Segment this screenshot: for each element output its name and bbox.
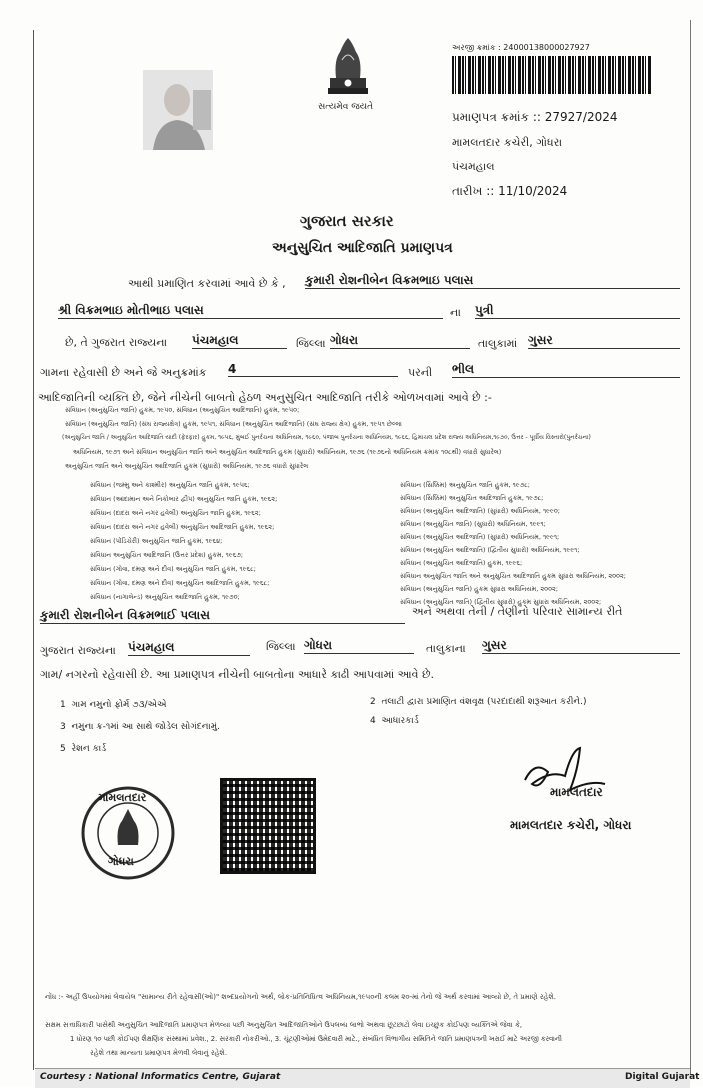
village-text: ગામ/ નગરનો રહેવાસી છે. આ પ્રમાણપત્ર નીચેની બાબતોના આધારે કાઢી આપવામાં આવે છે. <box>40 668 435 681</box>
taluka-label: તાલુકામાં <box>478 337 518 350</box>
order-right: સંવિધાન (સિક્કિમ) અનુસુચિત જાતિ હુકમ, ૧૯૭૮; <box>400 481 530 489</box>
order-left: સંવિધાન (ગોવા, દમણ અને દીવ) અનુસુચિત આદિજાતિ હુકમ, ૧૯૬૮; <box>90 579 270 587</box>
relation: પુત્રી <box>475 303 680 319</box>
district-value: પંચમહાલ <box>192 333 287 349</box>
signatory-office: મામલતદાર કચેરી, ગોધરા <box>510 818 632 832</box>
certify-text: આથી પ્રમાણિત કરવામાં આવે છે કે , <box>128 277 286 290</box>
district-label: જિલ્લા <box>296 337 326 350</box>
certificate-title: અનુસુચિત આદિજાતિ પ્રમાણપત્ર <box>272 240 453 256</box>
certificate-number <box>452 110 618 125</box>
application-number-value: 24000138000027927 <box>503 43 590 52</box>
official-stamp <box>78 783 178 883</box>
application-number-label: અરજી ક્રમાંક : <box>452 43 501 52</box>
note-line: સક્ષમ સત્તાધિકારી પાસેથી અનુસુચિત આદિજાતિ પ્રમાણપત્ર મેળવ્યા પછી અનુસુચિત આદિજાતિઓને ઉપલબ્ધ લાભો અથવા છૂટછાટો લેવા ઇચ્છુક કોઈપણ વ્યક્તિએ જેવા કે, <box>45 1021 523 1029</box>
order-left: સંવિધાન અનુસુચિત આદિજાતિ (ઉત્તર પ્રદેશ) હુકમ, ૧૯૬૭; <box>90 551 244 559</box>
family-state-text: ગુજરાત રાજ્યના <box>40 644 116 657</box>
document-item <box>60 744 106 754</box>
right-border <box>690 20 691 1075</box>
document-item <box>370 697 587 707</box>
application-number <box>452 43 590 53</box>
city-value: ગોધરા <box>330 333 470 349</box>
document-item <box>370 716 419 726</box>
order-right: સંવિધાન (અનુસુચિત જાતિ) હુકમ સુધારા અધિનિયમ, ૨૦૦૨; <box>400 585 559 593</box>
state-text: છે, તે ગુજરાત રાજ્યના <box>65 336 168 349</box>
signatory-designation: મામલતદાર <box>550 785 603 799</box>
order-left: સંવિધાન (જમ્મુ અને કાશ્મીર) અનુસુચિત જાતિ હુકમ, ૧૯૫૬; <box>90 481 250 489</box>
order-line: અધિનિયમ, ૧૯૭૧ અને સંવિધાન અનુસુચિત જાતિ અને અનુસુચિત આદિજાતિ હુકમ (સુધારો) અધિનિયમ, ૧૯૭૬ (૧૯૭૬નો અધિનિયમ ક્રમાંક ૧૦૮થી) વધારો સુધારેલ) <box>73 448 502 456</box>
family-holder-name: કુમારી રોશનીબેન વિક્રમભાઈ પલાસ <box>40 608 405 624</box>
order-right: સંવિધાન (અનુસુચિત આદિજાતિ) (દ્વિતીય સુધારો) અધિનિયમ, ૧૯૯૧; <box>400 546 580 554</box>
note-line: રહેશે તથા માન્યતા પ્રમાણપત્ર મેળવી લેવાનું રહેશે. <box>90 1049 228 1057</box>
note-line: નોંધ :- અહીં ઉપયોગમાં લેવાયેલ "સામાન્ય રીતે રહેવાસી(ઓ)" શબ્દપ્રયોગનો અર્થ, લોક-પ્રતિનિધિત્વ અધિનિયમ,૧૯૫૦ની કલમ ૨૦-માં તેનો જે અર્થ કરવામાં આવ્યો છે, તે પ્રમાણે રહેશે. <box>45 993 556 1001</box>
document-item <box>60 722 220 732</box>
applicant-photo <box>143 70 213 150</box>
document-text: રેશન કાર્ડ <box>71 744 107 754</box>
document-number: 5 <box>60 744 66 754</box>
family-district-value: પંચમહાલ <box>128 640 250 656</box>
order-right: સંવિધાન અનુસુચિત જાતિ અને અનુસુચિત આદિજાતિ હુકમ સુધારા અધિનિયમ, ૨૦૦૨; <box>400 572 626 580</box>
document-number: 2 <box>370 697 376 707</box>
document-text: આધારકાર્ડ <box>381 716 419 726</box>
order-right: સંવિધાન (અનુસુચિત જાતિ) (સુધારો) અધિનિયમ, ૧૯૯૧; <box>400 520 546 528</box>
document-item <box>60 700 167 710</box>
certificate-number-value: 27927/2024 <box>544 110 618 124</box>
order-right: સંવિધાન (અનુસુચિત આદિજાતિ) (સુધારો) અધિનિયમ, ૧૯૯૧; <box>400 533 560 541</box>
parni-text: પરની <box>408 366 433 379</box>
order-left: સંવિધાન (નાગાલેન્ડ) અનુસુચિત આદિજાતિ હુકમ, ૧૯૭૦; <box>90 593 240 601</box>
tribe-name: ભીલ <box>452 362 680 378</box>
tribe-text: આદિજાતિની વ્યક્તિ છે, જેને નીચેની બાબતો હેઠળ અનુસુચિત આદિજાતિ તરીકે ઓળખવામાં આવે છે :- <box>38 391 492 404</box>
taluka-value: ગુસર <box>528 333 680 349</box>
order-left: સંવિધાન (ગોવા, દમણ અને દીવ) અનુસુચિત જાતિ હુકમ, ૧૯૬૮; <box>90 565 256 573</box>
family-text: અને અથવા તેની / તેણીનો પરિવાર સામાન્ય રીતે <box>412 605 623 618</box>
holder-name: કુમારી રોશનીબેન વિક્રમભાઇ પલાસ <box>305 273 680 289</box>
order-left: સંવિધાન (દાદરા અને નગર હવેલી) અનુસુચિત આદિજાતિ હુકમ, ૧૯૬૨; <box>90 523 275 531</box>
order-right: સંવિધાન (અનુસુચિત આદિજાતિ) હુકમ, ૧૯૯૬; <box>400 559 523 567</box>
document-number: 1 <box>60 700 66 710</box>
family-taluka-value: ગુસર <box>482 638 680 654</box>
issuing-district: પંચમહાલ <box>452 160 495 173</box>
document-number: 3 <box>60 722 66 732</box>
order-right: સંવિધાન (અનુસુચિત જાતિ) (દ્વિતીય સુધારો) હુકમ સુધારા અધિનિયમ, ૨૦૦૨; <box>400 598 602 606</box>
stamp-bottom-text: ગોધરા <box>108 855 134 868</box>
issue-date <box>452 184 567 199</box>
emblem-caption: સત્યમેવ જયતે <box>318 102 374 112</box>
na-text: ના <box>450 306 461 319</box>
document-text: નમુના ક્ર-૧માં આ સાથે જોડેલ સોગંદનામું. <box>71 722 220 732</box>
family-taluka-label: તાલુકાના <box>426 642 466 655</box>
barcode <box>452 56 652 94</box>
document-number: 4 <box>370 716 376 726</box>
serial-number: 4 <box>228 362 398 377</box>
order-line: સંવિધાન (અનુસુચિત જાતિ) (સંઘ રાજ્યક્ષેત્ર) હુકમ, ૧૯૫૧, સંવિધાન (અનુસુચિત આદિજાતિ) (સંઘ રાજ્ય ક્ષેત્ર) હુકમ, ૧૯૫૧ છેલ્લા <box>65 420 402 428</box>
certificate-number-label: પ્રમાણપત્ર ક્રમાંક :: <box>452 110 541 124</box>
government-title: ગુજરાત સરકાર <box>300 212 394 230</box>
order-left: સંવિધાન (દાદરા અને નગર હવેલી) અનુસુચિત જાતિ હુકમ, ૧૯૬૨; <box>90 509 261 517</box>
stamp-top-text: મામલતદાર <box>98 791 147 804</box>
document-text: ગામ નમુનો ફોર્મ ૭૩/એએ <box>71 700 167 710</box>
order-line: અનુસુચિત જાતિ અને અનુસુચિત આદિજાતિ હુકમ (સુધારો) અધિનિયમ, ૧૯૭૬ વધારો સુધારેલ <box>65 462 309 470</box>
note-line: 1 ધોરણ ૧૦ પછી કોઈપણ શૈક્ષણિક સંસ્થામાં પ્રવેશ., 2. સરકારી નોકરીઓ., 3. ચૂંટણીઓમાં ઉમેદવારી માટે., સંબંધિત વિભાગીય સમિતિને જાતિ પ્રમાણપત્રની ખરાઈ માટે અરજી કરવાની <box>70 1035 562 1043</box>
issuing-office: મામલતદાર કચેરી, ગોધરા <box>452 136 563 149</box>
order-right: સંવિધાન (અનુસુચિત આદિજાતિ) (સુધારો) અધિનિયમ, ૧૯૯૦; <box>400 507 560 515</box>
footer-bar <box>35 1068 700 1088</box>
resident-text: ગામના રહેવાસી છે અને જે અનુક્રમાંક <box>40 366 207 379</box>
national-emblem <box>318 30 374 112</box>
family-city-value: ગોધરા <box>304 638 414 654</box>
footer-courtesy: Courtesy : National Informatics Centre, Gujarat <box>40 1072 281 1082</box>
footer-brand: Digital Gujarat <box>625 1072 700 1082</box>
issue-date-label: તારીખ :: <box>452 184 495 198</box>
order-right: સંવિધાન (સિક્કિમ) અનુસુચિત આદિજાતિ હુકમ, ૧૯૭૮; <box>400 494 544 502</box>
order-left: સંવિધાન (આંદામાન અને નિકોબાર દ્વીપ) અનુસુચિત જાતિ હુકમ, ૧૯૬૨; <box>90 495 278 503</box>
order-line: સંવિધાન (અનુસુચિત જાતિ) હુકમ, ૧૯૫૦, સંવિધાન (અનુસુચિત આદિજાતિ) હુકમ, ૧૯૫૦; <box>65 406 300 414</box>
father-name: શ્રી વિક્રમભાઇ મોતીભાઇ પલાસ <box>58 303 443 319</box>
issue-date-value: 11/10/2024 <box>498 184 568 198</box>
order-line: (અનુસુચિત જાતિ / અનુસુચિત આદિજાતિ યાદી (ફેરફાર) હુકમ, ૧૯૫૬, મુંબઈ પુનર્રચના અધિનિયમ, ૧૯૬૦, પંજાબ પુનર્રચના અધિનિયમ, ૧૯૬૬, હિમાચલ પ્રદેશ રાજ્ય અધિનિયમ,૧૯૭૦, ઉત્તર - પૂર્વીય વિસ્તારો(પુનર્રચના) <box>62 434 591 441</box>
family-district-label: જિલ્લા <box>266 640 296 653</box>
left-border <box>33 30 34 1070</box>
document-text: તલાટી દ્વારા પ્રમાણિત વંશવૃક્ષ (પરદાદાથી શરૂઆત કરીને.) <box>381 697 587 707</box>
order-left: સંવિધાન (પોંડિચેરી) અનુસુચિત જાતિ હુકમ, ૧૯૬૪; <box>90 537 223 545</box>
qr-code <box>220 778 316 874</box>
